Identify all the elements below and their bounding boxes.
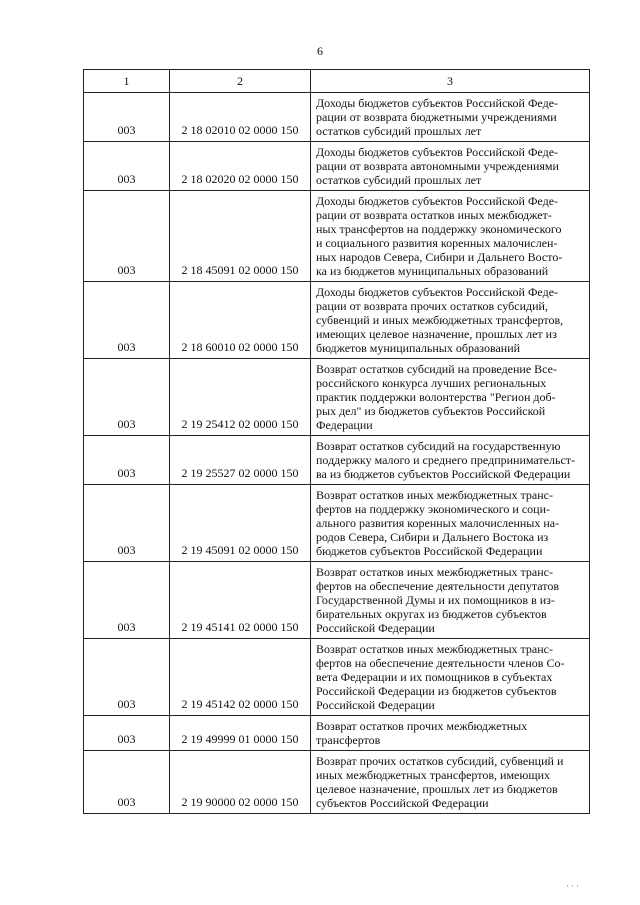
description-line: фертов на обеспечение деятельности членов Со- — [316, 656, 565, 670]
page-number: 6 — [317, 44, 323, 58]
description-line: Российской Федерации из бюджетов субъектов — [316, 684, 557, 698]
admin-code-cell: 003 — [84, 142, 170, 191]
description-line: Возврат остатков иных межбюджетных транс- — [316, 565, 554, 579]
admin-code-cell: 003 — [84, 282, 170, 359]
description-line: Российской Федерации — [316, 621, 435, 635]
admin-code-cell: 003 — [84, 359, 170, 436]
description-line: Возврат остатков иных межбюджетных транс- — [316, 488, 554, 502]
description-line: рации от возврата прочих остатков субсидий, — [316, 299, 548, 313]
budget-classification-code-cell: 2 19 45141 02 0000 150 — [170, 562, 311, 639]
revenue-description-cell — [311, 436, 590, 485]
table-row — [84, 436, 590, 485]
admin-code-cell: 003 — [84, 191, 170, 282]
description-line: субъектов Российской Федерации — [316, 796, 489, 810]
description-line: имеющих целевое назначение, прошлых лет из — [316, 327, 557, 341]
description-line: Российской Федерации — [316, 698, 435, 712]
header-col-3: 3 — [311, 70, 590, 93]
revenue-description-cell — [311, 751, 590, 814]
budget-classification-code-cell: 2 18 60010 02 0000 150 — [170, 282, 311, 359]
admin-code-cell: 003 — [84, 639, 170, 716]
revenue-description-cell — [311, 93, 590, 142]
description-line: бюджетов субъектов Российской Федерации — [316, 544, 543, 558]
table-row — [84, 282, 590, 359]
budget-classification-code-cell: 2 19 25412 02 0000 150 — [170, 359, 311, 436]
description-line: иных межбюджетных трансфертов, имеющих — [316, 768, 550, 782]
description-line: ных народов Севера, Сибири и Дальнего Восто- — [316, 250, 563, 264]
description-line: рации от возврата автономными учреждениями — [316, 159, 559, 173]
description-line: российского конкурса лучших региональных — [316, 376, 547, 390]
table-row — [84, 485, 590, 562]
revenue-description-cell — [311, 191, 590, 282]
admin-code-cell: 003 — [84, 751, 170, 814]
budget-classification-code-cell: 2 18 45091 02 0000 150 — [170, 191, 311, 282]
description-line: ального развития коренных малочисленных на- — [316, 516, 560, 530]
description-line: трансфертов — [316, 733, 381, 747]
description-line: Доходы бюджетов субъектов Российской Феде- — [316, 285, 559, 299]
corner-scan-mark: ' ' ' — [567, 884, 580, 892]
revenue-description-cell — [311, 359, 590, 436]
description-line: ва из бюджетов субъектов Российской Федерации — [316, 467, 571, 481]
description-line: остатков субсидий прошлых лет — [316, 124, 482, 138]
description-line: Доходы бюджетов субъектов Российской Феде- — [316, 145, 559, 159]
table-row — [84, 639, 590, 716]
table-header-row — [84, 70, 590, 93]
description-line: Доходы бюджетов субъектов Российской Феде- — [316, 96, 559, 110]
description-line: Возврат остатков иных межбюджетных транс- — [316, 642, 554, 656]
description-line: фертов на поддержку экономического и соци- — [316, 502, 551, 516]
description-line: вета Федерации и их помощников в субъектах — [316, 670, 553, 684]
description-line: остатков субсидий прошлых лет — [316, 173, 482, 187]
budget-classification-code-cell: 2 19 45091 02 0000 150 — [170, 485, 311, 562]
header-col-1: 1 — [84, 70, 170, 93]
header-col-2: 2 — [170, 70, 311, 93]
table-row — [84, 716, 590, 751]
admin-code-cell: 003 — [84, 485, 170, 562]
table-row — [84, 751, 590, 814]
admin-code-cell: 003 — [84, 716, 170, 751]
table-row — [84, 562, 590, 639]
description-line: рых дел" из бюджетов субъектов Российской — [316, 404, 546, 418]
revenue-description-cell — [311, 562, 590, 639]
description-line: и социального развития коренных малочислен- — [316, 236, 558, 250]
table-row — [84, 142, 590, 191]
revenue-description-cell — [311, 282, 590, 359]
description-line: ка из бюджетов муниципальных образований — [316, 264, 549, 278]
description-line: Федерации — [316, 418, 373, 432]
description-line: Возврат прочих остатков субсидий, субвенций и — [316, 754, 564, 768]
description-line: Доходы бюджетов субъектов Российской Феде- — [316, 194, 559, 208]
description-line: целевое назначение, прошлых лет из бюджетов — [316, 782, 558, 796]
description-line: Возврат остатков прочих межбюджетных — [316, 719, 528, 733]
budget-classification-code-cell: 2 19 25527 02 0000 150 — [170, 436, 311, 485]
description-line: практик поддержки волонтерства "Регион доб- — [316, 390, 556, 404]
table-body — [84, 70, 590, 814]
revenue-description-cell — [311, 485, 590, 562]
revenue-description-cell — [311, 142, 590, 191]
description-line: ных трансфертов на поддержку экономического — [316, 222, 562, 236]
budget-classification-code-cell: 2 19 49999 01 0000 150 — [170, 716, 311, 751]
budget-classification-code-cell: 2 19 45142 02 0000 150 — [170, 639, 311, 716]
table-row — [84, 359, 590, 436]
description-line: Государственной Думы и их помощников в из- — [316, 593, 555, 607]
description-line: поддержку малого и среднего предпринимательст- — [316, 453, 576, 467]
admin-code-cell: 003 — [84, 93, 170, 142]
budget-classification-code-cell: 2 19 90000 02 0000 150 — [170, 751, 311, 814]
table-row — [84, 93, 590, 142]
revenue-description-cell — [311, 639, 590, 716]
budget-classification-code-cell: 2 18 02020 02 0000 150 — [170, 142, 311, 191]
description-line: рации от возврата бюджетными учреждениями — [316, 110, 557, 124]
description-line: фертов на обеспечение деятельности депутатов — [316, 579, 560, 593]
description-line: субвенций и иных межбюджетных трансфертов, — [316, 313, 564, 327]
budget-classification-code-cell: 2 18 02010 02 0000 150 — [170, 93, 311, 142]
budget-code-table — [83, 69, 590, 814]
description-line: бирательных округах из бюджетов субъектов — [316, 607, 547, 621]
description-line: Возврат остатков субсидий на государственную — [316, 439, 561, 453]
description-line: Возврат остатков субсидий на проведение Все- — [316, 362, 557, 376]
revenue-description-cell — [311, 716, 590, 751]
admin-code-cell: 003 — [84, 562, 170, 639]
description-line: рации от возврата остатков иных межбюджет- — [316, 208, 552, 222]
admin-code-cell: 003 — [84, 436, 170, 485]
description-line: бюджетов муниципальных образований — [316, 341, 521, 355]
table-row — [84, 191, 590, 282]
description-line: родов Севера, Сибири и Дальнего Востока из — [316, 530, 549, 544]
